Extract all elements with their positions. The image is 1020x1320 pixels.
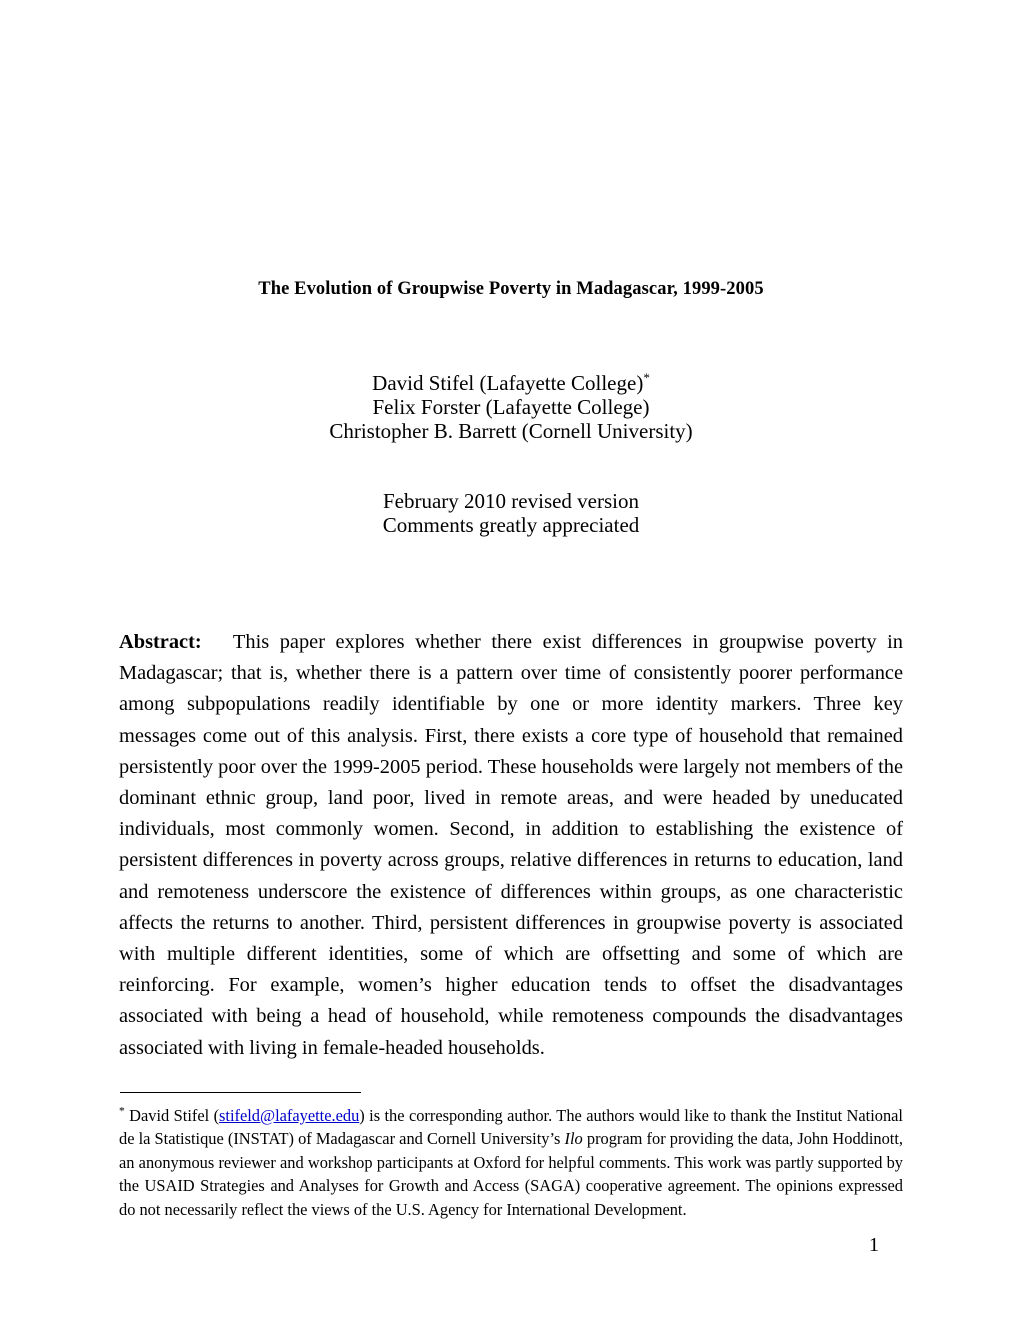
author-block bbox=[119, 371, 903, 444]
abstract-label: Abstract: bbox=[119, 631, 202, 653]
author-line-1 bbox=[119, 371, 903, 395]
footnote-text-part-2: ) is the corresponding author. The authors would like to thank the Institut National de la Statistique (INSTAT) of Madagascar and Cornell University’s bbox=[119, 1106, 903, 1149]
footnote-italic-program-name: Ilo bbox=[564, 1129, 583, 1149]
footnote-text-part-1: David Stifel ( bbox=[129, 1106, 220, 1125]
page-number: 1 bbox=[868, 1234, 880, 1256]
corresponding-author-email-link[interactable]: stifeld@lafayette.edu bbox=[219, 1106, 360, 1125]
page-title: The Evolution of Groupwise Poverty in Madagascar, 1999-2005 bbox=[258, 279, 764, 299]
author-name-1: David Stifel (Lafayette College) bbox=[372, 371, 644, 395]
date-block bbox=[119, 489, 903, 537]
abstract-body: This paper explores whether there exist differences in groupwise poverty in Madagascar; that is, whether there is a pattern over time of consistently poorer performance among subpopulations readily identifiable by one or more identity markers. Three key messages come out of this analysis. First, there exists a core type of household that remained persistently poor over the 1999-2005 period. These households were largely not members of the dominant ethnic group, land poor, lived in remote areas, and were headed by uneducated individuals, most commonly women. Second, in addition to establishing the existence of persistent differences in poverty across groups, relative differences in returns to education, land and remoteness underscore the existence of differences within groups, as one characteristic affects the returns to another. Third, persistent differences in groupwise poverty is associated with multiple different identities, some of which are offsetting and some of which are reinforcing. For example, women’s higher education tends to offset the disadvantages associated with being a head of household, while remoteness compounds the disadvantages associated with living in female-headed households. bbox=[119, 631, 903, 1059]
author-line-2: Felix Forster (Lafayette College) bbox=[372, 395, 650, 420]
footnote-separator bbox=[120, 1092, 361, 1093]
revision-date: February 2010 revised version bbox=[382, 489, 640, 513]
abstract-section bbox=[119, 627, 903, 1064]
footnote-marker: * bbox=[119, 1105, 125, 1118]
comments-note: Comments greatly appreciated bbox=[382, 513, 640, 538]
author-line-3: Christopher B. Barrett (Cornell University) bbox=[329, 419, 693, 444]
footnote-section bbox=[119, 1104, 903, 1221]
author-footnote-marker: * bbox=[643, 370, 650, 385]
footnote-text-part-3: program for providing the data, John Hoddinott, an anonymous reviewer and workshop participants at Oxford for helpful comments. This work was partly supported by the USAID Strategies and Analyses for Growth and Access (SAGA) cooperative agreement. The opinions expressed do not necessarily reflect the views of the U.S. Agency for International Development. bbox=[119, 1129, 903, 1219]
